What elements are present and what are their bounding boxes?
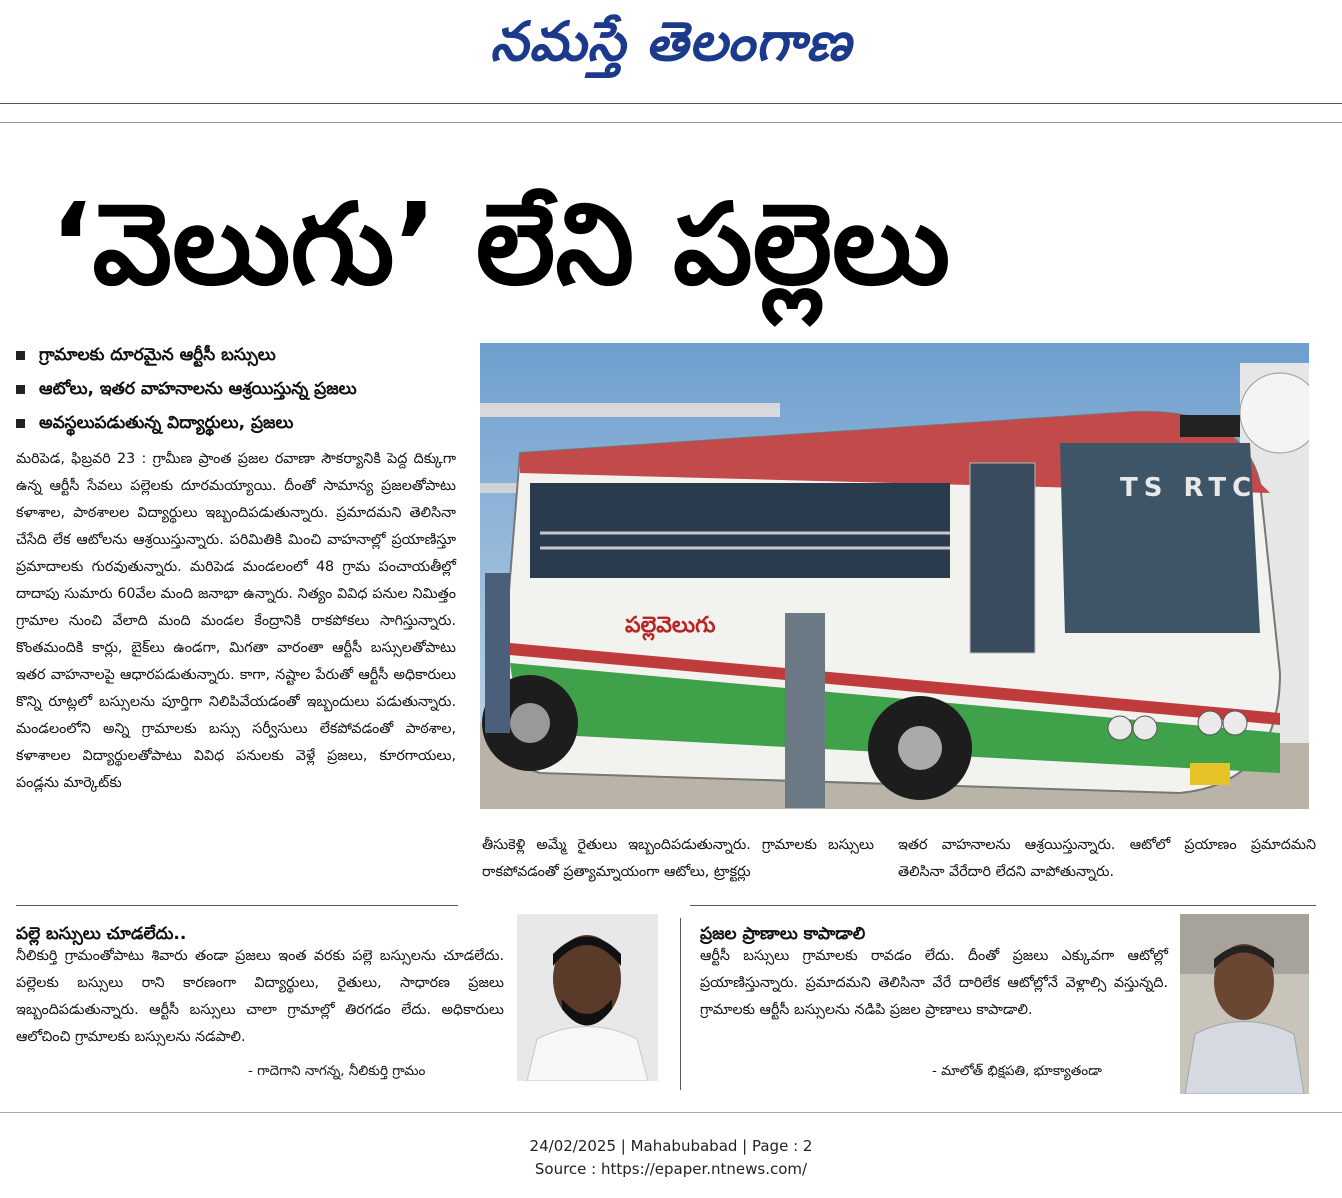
portrait-illustration: [517, 914, 658, 1081]
box-divider-left: [16, 905, 458, 906]
portrait-nagna: [517, 914, 658, 1081]
portrait-illustration: [1180, 914, 1309, 1094]
footer-source: Source : https://epaper.ntnews.com/: [534, 1160, 808, 1178]
section-divider: [0, 122, 1342, 123]
box-right-title: ప్రజల ప్రాణాలు కాపాడాలి: [700, 924, 866, 944]
bullet-item: గ్రామాలకు దూరమైన ఆర్టీసీ బస్సులు: [16, 338, 456, 372]
bus-brand-label: TS RTC: [1120, 473, 1258, 503]
article-column-2: తీసుకెళ్లి అమ్మే రైతులు ఇబ్బందిపడుతున్నారు. గ్రామాలకు బస్సులు రాకపోవడంతో ప్రత్యామ్నాయంగా ఆటోలు, ట్రాక్టర్లు: [482, 837, 874, 880]
portrait-bhikshapathi: [1180, 914, 1309, 1094]
bullet-square-icon: [16, 385, 25, 394]
bullet-item: ఆటోలు, ఇతర వాహనాలను ఆశ్రయిస్తున్న ప్రజలు: [16, 372, 456, 406]
masthead-divider: [0, 103, 1342, 104]
bus-route-label: పల్లెవెలుగు: [625, 613, 716, 638]
box-left-signature: - గాదెగాని నాగన్న, నీలికుర్తి గ్రామం: [248, 1063, 426, 1079]
box-left-text: నీలికుర్తి గ్రామంతోపాటు శివారు తండా ప్రజలు ఇంత వరకు పల్లె బస్సులను చూడలేదు. పల్లెలకు బస్సులు రాని కారణంగా విద్యార్థులు, రైతులు, సాధారణ ప్రజలు ఇబ్బందిపడుతున్నారు. ఆర్టీసీ బస్సులు చాలా గ్రామాల్లో తిరగడం లేదు. అధికారులు ఆలోచించి గ్రామాలకు బస్సులను నడపాలి.: [16, 948, 504, 1045]
bullet-list: [16, 338, 456, 440]
box-right-text: ఆర్టీసీ బస్సులు గ్రామాలకు రావడం లేదు. దీంతో ప్రజలు ఎక్కువగా ఆటోల్లో ప్రయాణిస్తున్నారు. ప్రమాదమని తెలిసినా వేరే దారిలేక ఆటోల్లోనే వెళ్లాల్సి వస్తున్నది. గ్రామాలకు ఆర్టీసీ బస్సులను నడిపి ప్రజల ప్రాణాలు కాపాడాలి.: [700, 948, 1168, 1018]
box-vertical-divider: [680, 918, 681, 1090]
bus-photo: [480, 343, 1309, 809]
headline: ‘వెలుగు’ లేని పల్లెలు: [50, 180, 951, 310]
article-column-3: ఇతర వాహనాలను ఆశ్రయిస్తున్నారు. ఆటోలో ప్రయాణం ప్రమాదమని తెలిసినా వేరేదారి లేదని వాపోతున్నారు.: [898, 837, 1316, 880]
footer-date-page: 24/02/2025 | Mahabubabad | Page : 2: [529, 1137, 813, 1155]
newspaper-logo: నమస్తే తెలంగాణ: [490, 10, 852, 73]
bullet-item: అవస్థలుపడుతున్న విద్యార్థులు, ప్రజలు: [16, 406, 456, 440]
box-right-signature: - మాలోత్ భిక్షపతి, భూక్యాతండా: [932, 1063, 1102, 1079]
footer-divider: [0, 1112, 1342, 1113]
masthead: [0, 0, 1342, 100]
box-left-title: పల్లె బస్సులు చూడలేదు..: [16, 924, 187, 944]
bus-illustration: [480, 343, 1309, 809]
bullet-square-icon: [16, 419, 25, 428]
bullet-square-icon: [16, 351, 25, 360]
box-divider-right: [690, 905, 1316, 906]
article-column-1: మరిపెడ, ఫిబ్రవరి 23 : గ్రామీణ ప్రాంత ప్రజల రవాణా సౌకర్యానికి పెద్ద దిక్కుగా ఉన్న ఆర్టీసీ సేవలు పల్లెలకు దూరమయ్యాయి. దీంతో సామాన్య ప్రజలతోపాటు కళాశాల, పాఠశాలల విద్యార్థులు ఇబ్బందిపడుతున్నారు. ప్రమాదమని తెలిసినా చేసేది లేక ఆటోలను ఆశ్రయిస్తున్నారు. పరిమితికి మించి వాహనాల్లో ప్రయాణిస్తూ ప్రమాదాలకు గురవుతున్నారు. మరిపెడ మండలంలో 48 గ్రామ పంచాయతీల్లో దాదాపు సుమారు 60వేల మంది జనాభా ఉన్నారు. నిత్యం వివిధ పనుల నిమిత్తం గ్రామాల నుంచి వేలాది మంది మండల కేంద్రానికి రాకపోకలు సాగిస్తున్నారు. కొంతమందికి కార్లు, బైక్‌లు ఉండగా, మిగతా వారంతా ఆర్టీసీ బస్సులతోపాటు ఇతర వాహనాలపై ఆధారపడుతున్నారు. కాగా, నష్టాల పేరుతో ఆర్టీసీ అధికారులు కొన్ని రూట్లలో బస్సులను పూర్తిగా నిలిపివేయడంతో ఇబ్బందులు పడుతున్నారు. మండలంలోని అన్ని గ్రామాలకు బస్సు సర్వీసులు లేకపోవడంతో పాఠశాల, కళాశాలల విద్యార్థులతోపాటు వివిధ పనులకు వెళ్లే ప్రజలు, కూరగాయలు, పండ్లను మార్కెట్‌కు: [16, 451, 456, 791]
